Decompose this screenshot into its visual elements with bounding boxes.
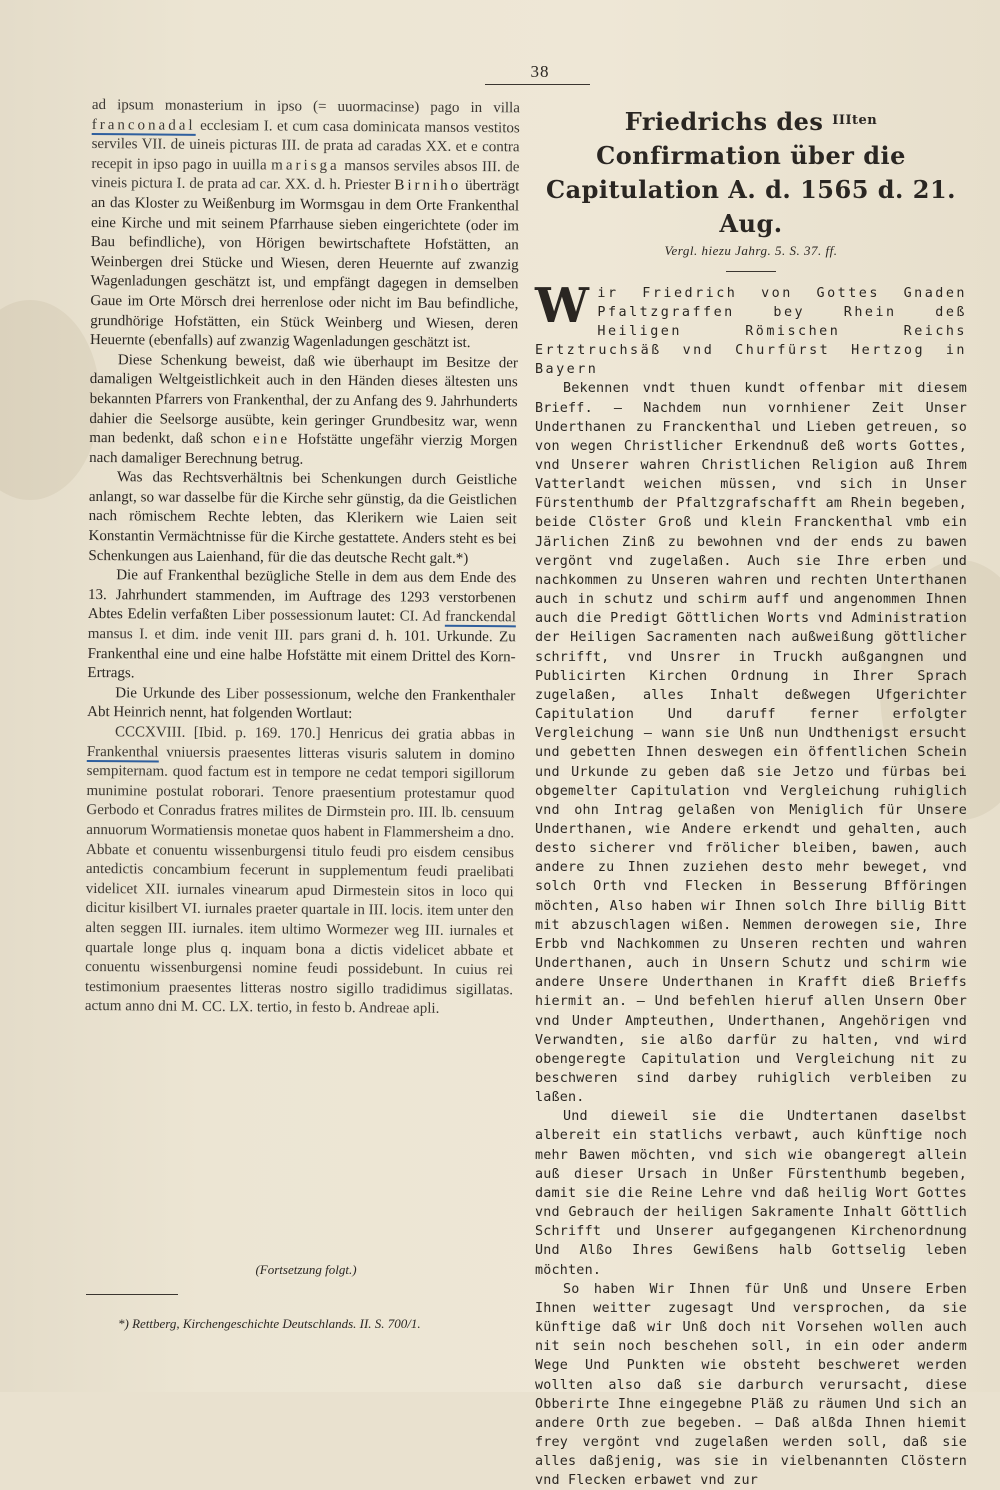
text-segment: CI. Ad [399,608,446,626]
text-segment: franconadal [91,116,196,134]
drop-cap: W [535,277,592,334]
article-title [535,104,967,241]
article-title-part1: Friedrichs des [624,107,833,136]
left-paragraph [90,96,520,354]
charter-text [535,277,967,1490]
text-segment: Liber possessionum [226,685,348,703]
text-segment: Frankenthal [86,743,159,761]
charter-paragraph: Bekennen vndt thuen kundt offenbar mit diesem Brieff. — Nachdem nun vornhiener Zeit Unser Underthanen zu Franckenthal und Lieben getreuen, so von wegen Christlicher Erkendnuß deß worts Gottes, vnd Unserer wahren Christlichen Religion auß Ihrem Vatterlandt weichen müssen, vnd sich in Unser Fürstenthumb der Pfaltzgrafschafft am Rhein begeben, beide Clöster Groß und klein Franckenthal vmb ein Järlichen Zinß zu bewohnen vnd der ends zu bawen vergönt vnd zugelaßen. Auch sie Ihre erben und nachkommen zu Unseren wahren und rechten Unterthanen auch in schutz und schirm auff und angenommen Ihnen auch die Predigt Göttlichen Worts vnd Administration der Heiligen Sacramenten nach außweißung göttlicher schrifft, vnd Unsrer in Truckh außgangnen und Publicirten Kirchen Ordnung in Ihrer Sprach zugelaßen, alles Inhalt deßwegen Ufgerichter Capitulation Und daruff ferner erfolgter Vergleichung — wann sie Unß nun Undthenigst ersucht und gebetten Ihnen deswegen ein öffentlichen Schein und Urkunde zu geben daß sie Jetzo und fürbas bei obgemelter Capitulation vnd Vergleichung ruhiglich vnd ohn Intrag gelaßen von Meniglich für Unsere Underthanen, wie Andere erkendt und gehalten, auch desto sicherer vnd frölicher bleiben, bawen, auch andere zu Ihnen zuziehen desto mehr beweget, vnd solch Orth vnd Flecken in Besserung Bfföringen möchten, Also haben wir Ihnen solch Ihre billig Bitt mit abzuschlagen wißen. Nemmen derowegen sie, Ihre Erbb vnd Nachkommen zu Unseren rechten und wahren Underthanen, auch in Unsern Schutz und schirm wie andere Unsere Underthanen in Krafft dieß Brieffs hiermit an. — Und befehlen hieruf allen Unsern Ober vnd Under Ampteuthen, Underthanen, Angehörigen vnd Verwandten, sie alßo darfür zu halten, vnd wird obengeregte Capitulation und Vergleichung nit zu beschweren sind darbey ruhiglich verbleiben zu laßen. [535,381,967,1106]
text-segment: lautet: [352,608,400,625]
text-segment: Liber possessionum [232,607,354,625]
left-paragraph [89,351,518,472]
text-segment: mansus I. et dim. inde venit III. pars grani [87,626,362,645]
text-segment: Was das Rechtsverhältnis bei Schenkungen durch Geistliche anlangt, so war dasselbe für die Kirche sehr günstig, da die Geistlichen nach römischem Rechte lebten, das Klerikern wie Laien seit Konstantin Vermächtnisse für die Kirche gestattete. Anders steht es bei Schenkungen aus Laienhand, für die das deutsche Recht galt.*) [88,469,518,567]
left-column [85,96,520,1020]
text-segment: ecclesiam I. et cum casa dominicata mansos vestitos serviles VII. de uineis picturas III. de prata ad caradas XX. et e contra recepit in ipso pago in uuilla [91,117,520,174]
header-rule [485,84,590,85]
left-paragraph [85,723,515,1020]
text-segment: marisga [271,157,340,174]
footnote: *) Rettberg, Kirchengeschichte Deutschlands. II. S. 700/1. [118,1316,421,1331]
charter-paragraph: So haben Wir Ihnen für Unß und Unsere Erben Ihnen weitter zugesagt Und versprochen, da sie künftige daß wir Unß doch nit Vorsehen wollen auch nit sein noch beschehen soll, in ein oder anderm Wege Und Punkten wie obsteht beschweret werden wollten also daß sie darburch verursacht, diese Obberirte Ihne eingegebne Pläß zu räumen Und sich an andere Orth zue begeben. — Daß alßda Ihnen hiemit frey vergönt vnd zugelaßen werden soll, daß sie alles daßjenig, was sie in vielbenannten Clöstern vnd Flecken erbawet vnd zur [535,1281,967,1489]
article-title-roman: IIIten [832,113,878,128]
cross-reference: Vergl. hiezu Jahrg. 5. S. 37. ff. [664,243,838,258]
charter-opening-text: ir Friedrich von Gottes Gnaden Pfaltzgraffen bey Rhein deß Heiligen Römischen Reichs Ertztruchsäß vnd Churfürst Hertzog in Bayern [535,285,967,378]
page-number: 38 [530,62,550,81]
text-segment: Birniho [394,177,462,195]
charter-paragraph: Und dieweil sie die Undtertanen daselbst albereit ein statlichs verbawt, auch künftige noch mehr Bawen möchten, vnd sich wie obangeregt allein auß dieser Ursach in Unßer Fürstenthumb begeben, damit sie die Reine Lehre vnd daß heilig Wort Gottes vnd Gebrauch der heiligen Sakramente Inhalt Göttlich Schrifft und Unserer aufgegangenen Kirchenordnung Und Alßo Ihres Gewißens halb Gottselig leben möchten. [535,1109,967,1278]
text-segment: franckendal [445,609,516,626]
text-segment: Die auf Frankenthal bezügliche Stelle in dem aus dem Ende des 13. Jahrhundert stammenden, im Auftrage des 1293 verstorbenen Abtes Edelin verfaßten [87,567,517,624]
text-segment: vniuersis praesentes litteras visuris salutem in domino sempiternam. quod factum est in tempore ne cedat tempori sigillorum munimine postulat roborari. Tenore praesentium protestamur quod Gerbodo et Conradus fratres milites de Dirmstein pro. III. lb. censuum annuorum Wormatiensis monetae quos habent in Flammersheim a dno. Abbate et conuentu wissenburgensi titulo feudi pro eisdem censibus antedictis concambium fecerunt in supplementum feudi praelibati videlicet XII. iurnales vinearum apud Dirmestein sitos in loco qui dicitur kisilbert VI. iurnales praeter quartale in III. locis. item unter den alten seggen III. iurnales. item ultimo Wormezer weg III. iurnales et quartale longe plus q. inquam bona a dictis videlicet abbate et conuentu wissenburgensi nomine feudi possidebunt. In cuius rei testimonium praesentes litteras nostro sigillo tradidimus sigillatas. actum anno dni M. CC. LX. tertio, in festo b. Andreae apli. [84,744,515,1018]
text-segment: d. h. 101. Urkunde. Zu Frankenthal eine und eine halbe Hofstätte mit einem Drittel des Korn-Ertrags. [87,628,516,682]
text-segment: Die Urkunde des [115,685,227,702]
right-column [535,104,967,1490]
left-paragraph [88,468,517,569]
continued-note: (Fortsetzung folgt.) [255,1262,357,1277]
text-segment: Hofstätte ungefähr vierzig Morgen nach damaliger Berechnung betrug. [89,431,518,468]
text-segment: ad ipsum monasterium in ipso (= uuormacinse) pago in villa [91,96,520,117]
text-segment: eine [253,431,291,448]
paper-stain [0,300,100,500]
text-segment: , welche den Frankenthaler Abt Heinrich nennt, hat folgenden Wortlaut: [87,686,516,723]
footnote-rule [86,1294,178,1295]
title-rule [726,271,776,272]
charter-opening [535,277,967,380]
text-segment: überträgt an das Kloster zu Weißenburg im Wormsgau in dem Orte Frankenthal eine Kirche und mit seinem Pfarrhause sieben eingerichtete (oder im Bau befindliche), von Hörigen bewirtschaftete Hofstätten, an Weinbergen drei Stücke und Wiesen, deren Heuernte auf zwanzig Wagenladungen geschätzt ist, und empfängt dagegen in demselben Gaue im Orte Mörsch drei herrenlose oder nicht im Bau befindliche, grundhörige Hofstätten, ein Stück Weinberg und Wiesen, deren Heuernte (ebenfalls) auf zwanzig Wagenladungen geschätzt ist. [90,178,520,352]
text-segment: mansos serviles absos III. de vineis pictura I. de prata ad car. XX. d. h. Priester [91,157,520,194]
text-segment: CCCXVIII. [Ibid. p. 169. 170.] Henricus dei gratia abbas in [114,724,516,744]
text-segment: Diese Schenkung beweist, daß wie überhaupt im Besitze der damaligen Weltgeistlichkeit auch in den Händen dieses ältesten uns bekannten Pfarrers von Frankenthal, der zu Anfang des 9. Jahrhunderts dahier die Seelsorge ausübte, kein geringer Grundbesitz war, wenn man bedenkt, daß schon [89,351,518,448]
left-paragraph [87,566,516,687]
left-paragraph [87,684,515,727]
article-title-part2: Confirmation über die Capitulation A. d. 1565 d. 21. Aug. [546,141,956,238]
